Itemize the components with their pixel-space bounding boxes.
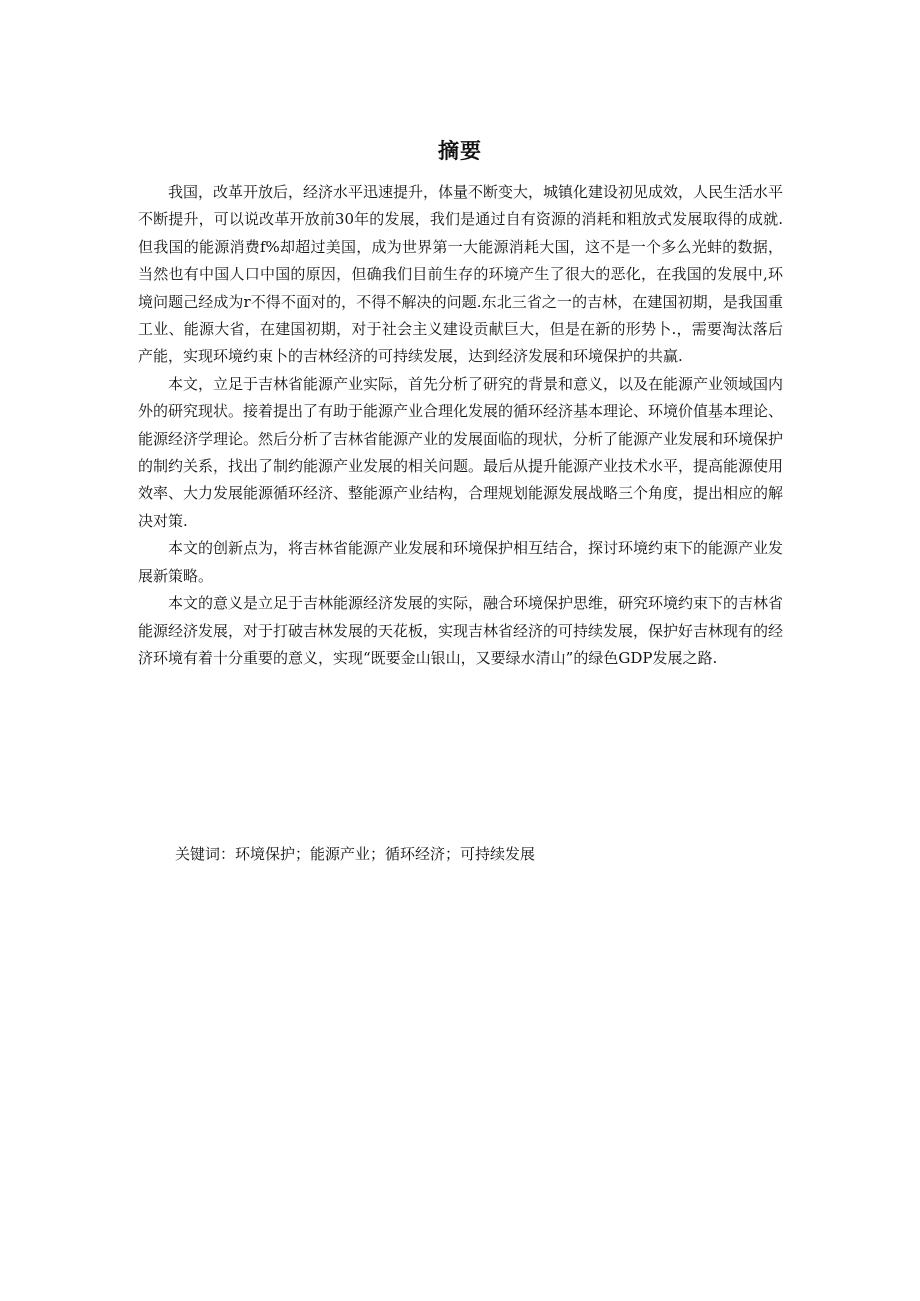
abstract-title: 摘要 xyxy=(438,139,482,163)
abstract-paragraph-4: 本文的意义是立足于吉林能源经济发展的实际，融合环境保护思维，研究环境约束下的吉林省能源经济发展，对于打破吉林发展的天花板，实现吉林省经济的可持续发展，保护好吉林现有的经济环境有着十分重要的意义，实现“既要金山银山，又要绿水清山”的绿色GDP发展之路. xyxy=(138,594,784,667)
abstract-body xyxy=(138,179,783,672)
abstract-paragraph-1: 我国，改革开放后，经济水平迅速提升，体量不断变大，城镇化建设初见成效，人民生活水平不断提升，可以说改革开放前30年的发展，我们是通过自有资源的消耗和粗放式发展取得的成就.但我国的能源消费f%却超过美国，成为世界第一大能源消耗大国，这不是一个多么光蚌的数据，当然也有中国人口中国的原因，但确我们目前生存的环境产生了很大的恶化，在我国的发展中,环境问题己经成为r不得不面对的，不得不解决的问题.东北三省之一的吉林，在建国初期，是我国重工业、能源大省，在建国初期，对于社会主义建设贡献巨大，但是在新的形势卜.，需要淘汰落后产能，实现环境约束卜的吉林经济的可持续发展，达到经济发展和环境保护的共赢. xyxy=(138,183,784,366)
abstract-paragraph-3: 本文的创新点为，将吉林省能源产业发展和环境保护相互结合，探讨环境约束下的能源产业发展新策略。 xyxy=(138,539,784,585)
abstract-paragraph-2: 本文，立足于吉林省能源产业实际，首先分析了研究的背景和意义，以及在能源产业领域国内外的研究现状。接着提出了有助于能源产业合理化发展的循环经济基本理论、环境价值基本理论、能源经济学理论。然后分析了吉林省能源产业的发展面临的现状，分析了能源产业发展和环境保护的制约关系，找出了制约能源产业发展的相关问题。最后从提升能源产业技术水平，提高能源使用效率、大力发展能源循环经济、整能源产业结构，合理规划能源发展战略三个角度，提出相应的解决对策. xyxy=(138,374,784,530)
keywords-line: 关键词：环境保护；能源产业；循环经济；可持续发展 xyxy=(175,845,536,863)
